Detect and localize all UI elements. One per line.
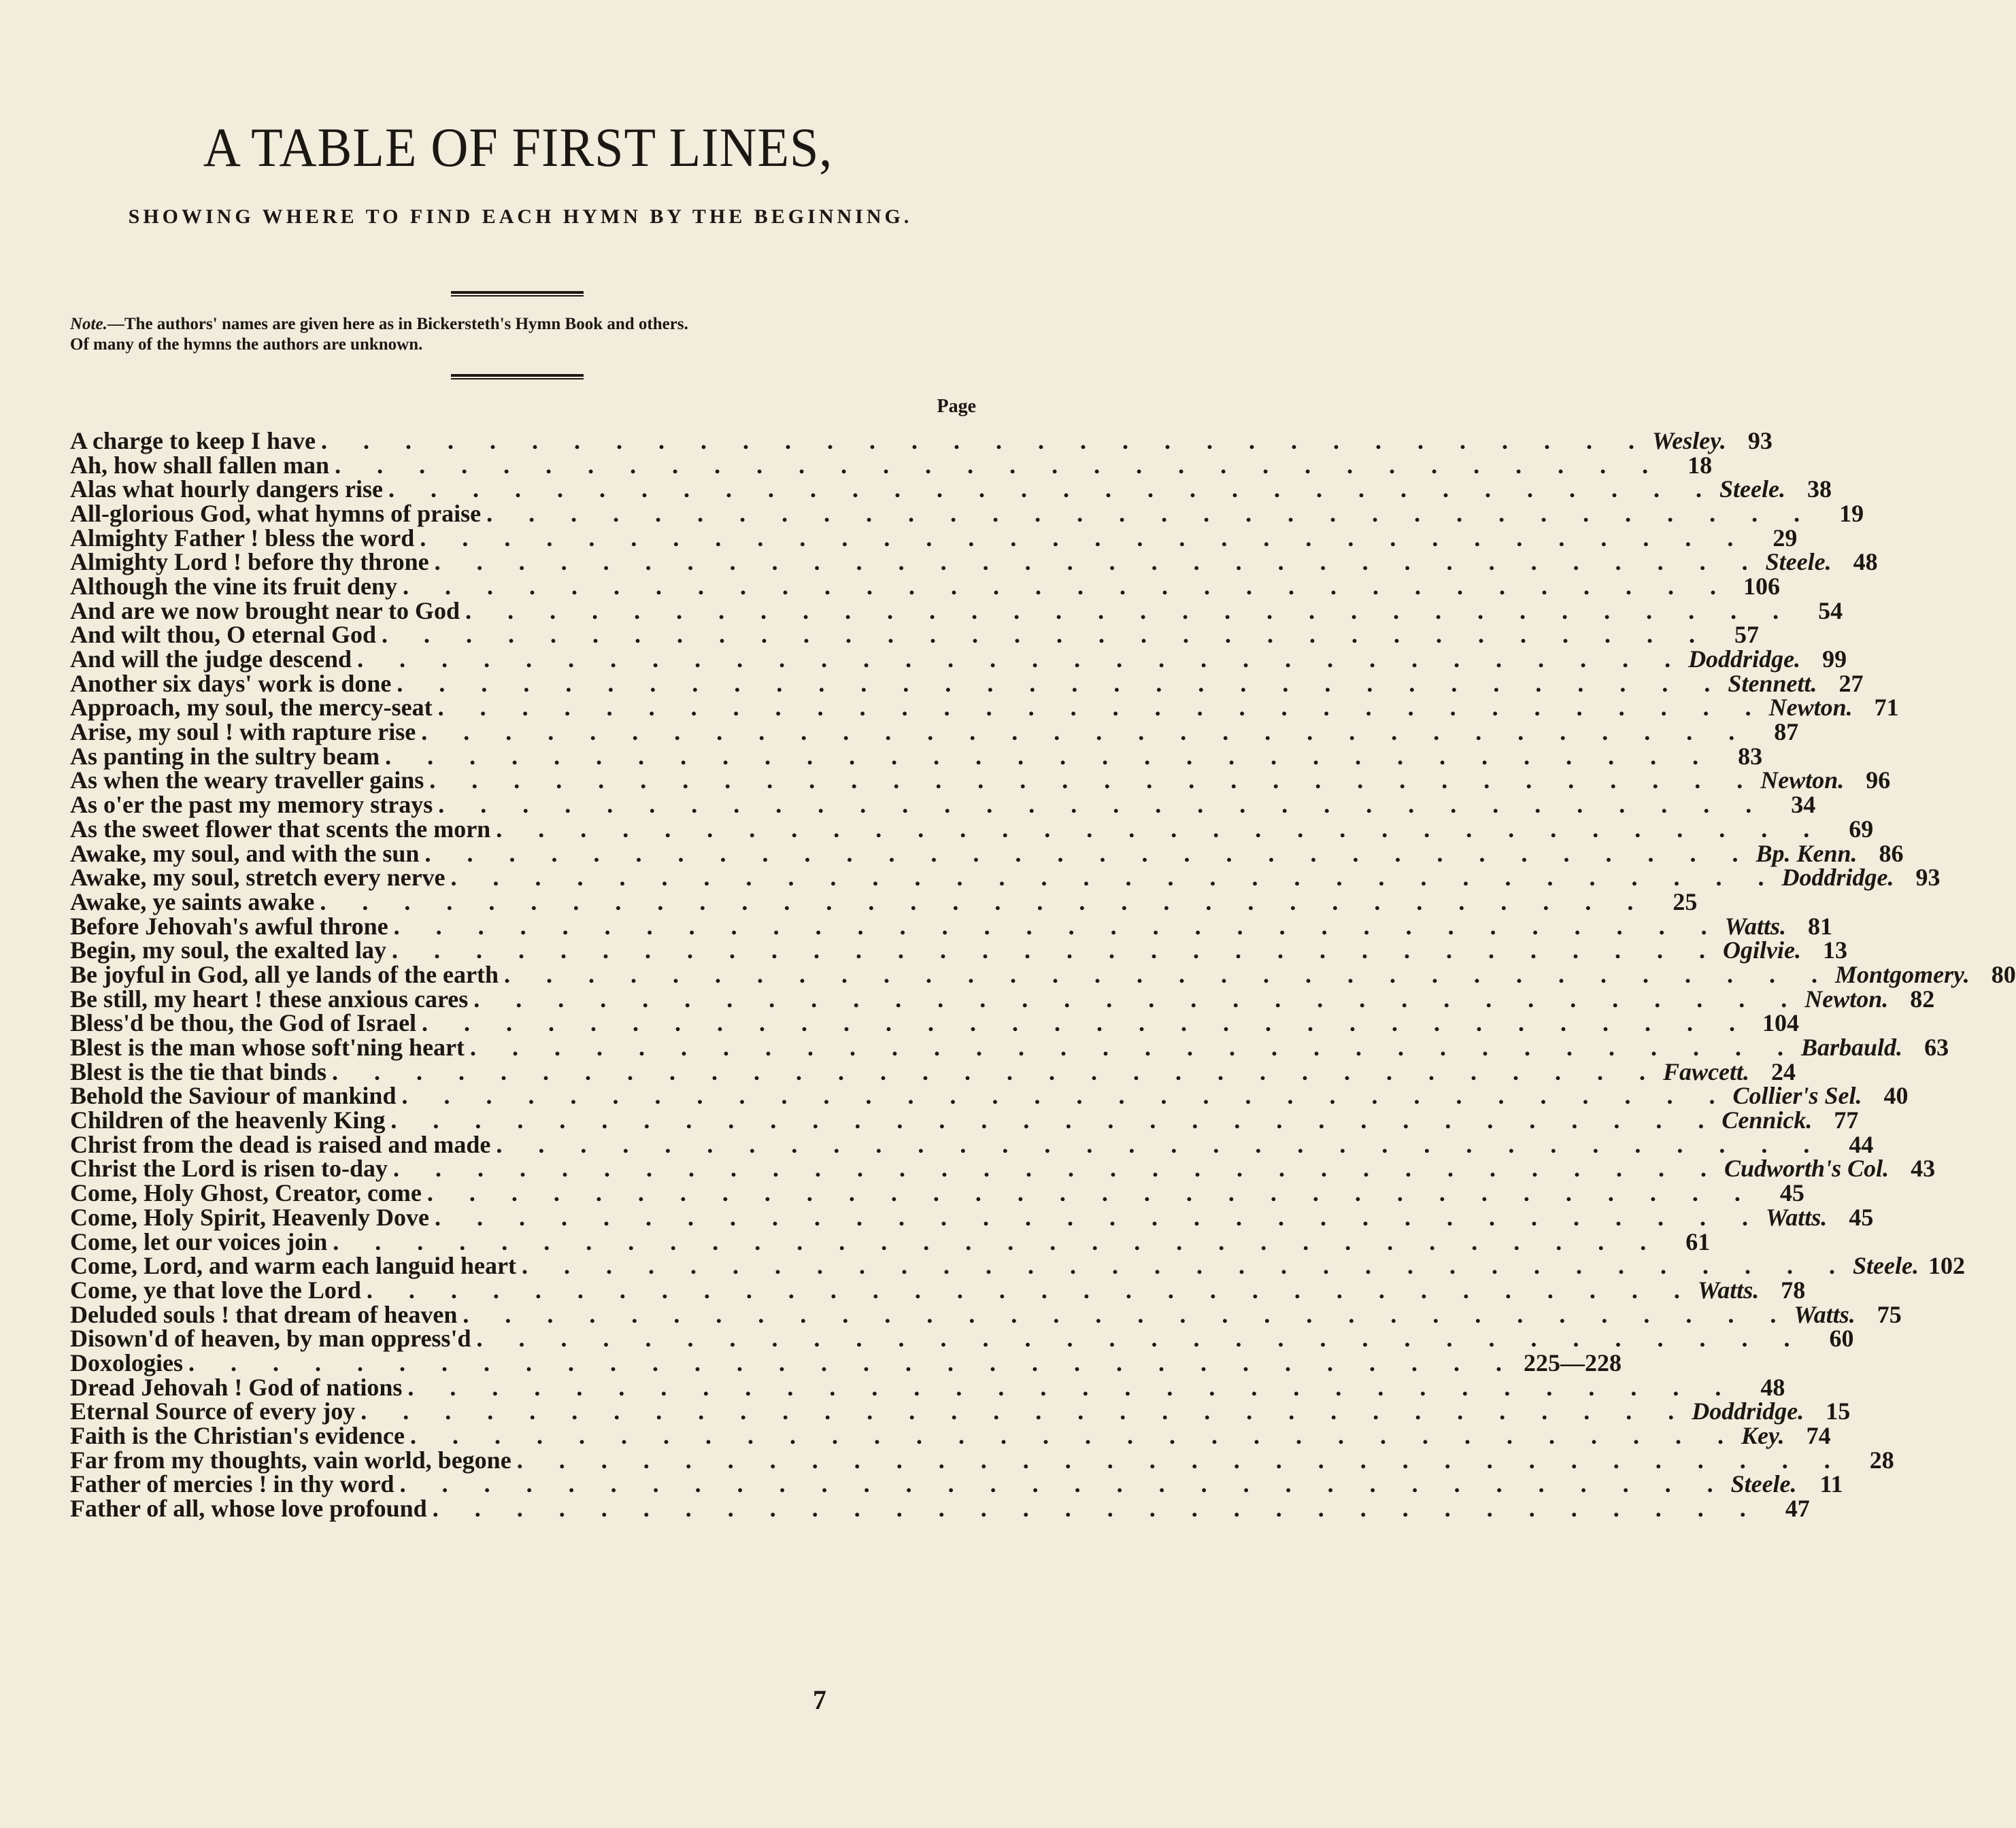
- hymn-page-number: 44: [1849, 1130, 1874, 1158]
- dot-leader: . . . . . . . . . . . . . . . . . . . . . . . . . . . . . . . .: [188, 1349, 1517, 1376]
- hymn-first-line: As when the weary traveller gains: [70, 766, 424, 794]
- hymn-first-line: All-glorious God, what hymns of praise: [70, 499, 482, 527]
- hymn-page-number: 74: [1806, 1422, 1831, 1450]
- hymn-first-line: Almighty Lord ! before thy throne: [70, 548, 429, 576]
- dot-leader: . . . . . . . . . . . . . . . . . . . . . . . . . . . . . . . .: [407, 1373, 1736, 1401]
- dot-leader: . . . . . . . . . . . . . . . . . . . . . . . . . . . . . . . .: [401, 1082, 1730, 1110]
- dot-leader: . . . . . . . . . . . . . . . . . . . . . . . . . . . . . . . .: [516, 1446, 1845, 1474]
- hymn-entry: [70, 451, 1713, 479]
- editorial-note: [70, 314, 981, 355]
- hymn-page-number: 25: [1673, 887, 1698, 915]
- dot-leader: . . . . . . . . . . . . . . . . . . . . . . . . . . . . . . . .: [385, 742, 1714, 770]
- hymn-author: Watts.: [1765, 1203, 1828, 1231]
- hymn-page-number: 96: [1866, 766, 1891, 794]
- hymn-page-number: 104: [1762, 1009, 1800, 1037]
- hymn-author: Cennick.: [1721, 1106, 1813, 1134]
- hymn-first-line: Faith is the Christian's evidence: [70, 1422, 405, 1450]
- hymn-first-line: Ah, how shall fallen man: [70, 451, 330, 479]
- dot-leader: . . . . . . . . . . . . . . . . . . . . . . . . . . . . . . . .: [388, 475, 1717, 503]
- hymn-first-line: Be joyful in God, all ye lands of the earth: [70, 960, 499, 988]
- hymn-entry: [70, 1106, 1859, 1134]
- dot-leader: . . . . . . . . . . . . . . . . . . . . . . . . . . . . . . . .: [397, 669, 1726, 697]
- dot-leader: . . . . . . . . . . . . . . . . . . . . . . . . . . . . . . . .: [504, 960, 1833, 988]
- hymn-first-line: Eternal Source of every joy: [70, 1398, 356, 1425]
- hymn-author: Steele.: [1853, 1252, 1919, 1280]
- page-number: 7: [813, 1685, 826, 1715]
- hymn-entry: [70, 936, 1847, 964]
- hymn-author: Steele.: [1765, 548, 1832, 576]
- page-subtitle: SHOWING WHERE TO FIND EACH HYMN BY THE BEGINNING.: [128, 205, 913, 228]
- hymn-entry: [70, 669, 1864, 697]
- hymn-entry: [70, 1252, 1965, 1280]
- hymn-page-number: 43: [1911, 1155, 1936, 1183]
- hymn-entry: [70, 1057, 1796, 1085]
- hymn-first-line: And are we now brought near to God: [70, 596, 460, 624]
- dot-leader: . . . . . . . . . . . . . . . . . . . . . . . . . . . . . . . .: [424, 839, 1753, 867]
- hymn-first-line: Awake, my soul, stretch every nerve: [70, 864, 446, 892]
- hymn-author: Doddridge.: [1688, 645, 1801, 673]
- hymn-page-number: 83: [1738, 742, 1763, 770]
- hymn-first-line: Come, Holy Spirit, Heavenly Dove: [70, 1203, 429, 1231]
- dot-leader: . . . . . . . . . . . . . . . . . . . . . . . . . . . . . . . .: [434, 548, 1763, 576]
- hymn-page-number: 19: [1839, 499, 1864, 527]
- hymn-entry: [70, 1373, 1785, 1401]
- divider-rule-top: [451, 291, 584, 297]
- hymn-first-line: Begin, my soul, the exalted lay: [70, 936, 386, 964]
- hymn-first-line: Christ the Lord is risen to-day: [70, 1155, 388, 1183]
- dot-leader: . . . . . . . . . . . . . . . . . . . . . . . . . . . . . . . .: [360, 1398, 1690, 1425]
- hymn-page-number: 60: [1829, 1325, 1854, 1353]
- hymn-first-line: Children of the heavenly King: [70, 1106, 386, 1134]
- hymn-entry: [70, 645, 1847, 673]
- hymn-entry: [70, 1155, 1936, 1183]
- hymn-author: Newton.: [1804, 985, 1889, 1013]
- hymn-page-number: 40: [1883, 1082, 1909, 1110]
- hymn-author: Key.: [1741, 1422, 1785, 1450]
- hymn-author: Newton.: [1760, 766, 1845, 794]
- dot-leader: . . . . . . . . . . . . . . . . . . . . . . . . . . . . . . . .: [426, 1179, 1755, 1207]
- dot-leader: . . . . . . . . . . . . . . . . . . . . . . . . . . . . . . . .: [429, 766, 1758, 794]
- page-title: A TABLE OF FIRST LINES,: [203, 116, 833, 178]
- hymn-first-line: Bless'd be thou, the God of Israel: [70, 1009, 417, 1037]
- dot-leader: . . . . . . . . . . . . . . . . . . . . . . . . . . . . . . . .: [438, 791, 1767, 819]
- dot-leader: . . . . . . . . . . . . . . . . . . . . . . . . . . . . . . . .: [392, 936, 1720, 964]
- hymn-first-line: Doxologies: [70, 1349, 183, 1376]
- hymn-page-number: 11: [1819, 1470, 1843, 1498]
- hymn-entry: [70, 1325, 1854, 1353]
- hymn-first-line: As the sweet flower that scents the morn: [70, 815, 491, 843]
- hymn-author: Ogilvie.: [1723, 936, 1801, 964]
- hymn-page-number: 15: [1826, 1398, 1851, 1425]
- dot-leader: . . . . . . . . . . . . . . . . . . . . . . . . . . . . . . . .: [403, 572, 1732, 600]
- dot-leader: . . . . . . . . . . . . . . . . . . . . . . . . . . . . . . . .: [390, 1106, 1719, 1134]
- dot-leader: . . . . . . . . . . . . . . . . . . . . . . . . . . . . . . . .: [437, 694, 1766, 722]
- hymn-author: Barbauld.: [1801, 1034, 1903, 1062]
- hymn-page-number: 54: [1818, 596, 1843, 624]
- hymn-page-number: 57: [1734, 621, 1760, 649]
- dot-leader: . . . . . . . . . . . . . . . . . . . . . . . . . . . . . . . .: [320, 426, 1649, 454]
- dot-leader: . . . . . . . . . . . . . . . . . . . . . . . . . . . . . . . .: [496, 815, 1825, 843]
- hymn-entry: [70, 1276, 1806, 1304]
- hymn-page-number: 71: [1874, 694, 1899, 722]
- hymn-page-number: 102: [1928, 1252, 1965, 1280]
- hymn-page-number: 38: [1807, 475, 1832, 503]
- hymn-page-number: 27: [1838, 669, 1864, 697]
- dot-leader: . . . . . . . . . . . . . . . . . . . . . . . . . . . . . . . .: [332, 1057, 1661, 1085]
- note-line-1: —The authors' names are given here as in Bickersteth's Hymn Book and others.: [107, 315, 688, 333]
- hymn-first-line: Father of mercies ! in thy word: [70, 1470, 394, 1498]
- hymn-author: Bp. Kenn.: [1755, 839, 1858, 867]
- hymn-entry: [70, 887, 1698, 915]
- hymn-entry: [70, 548, 1878, 576]
- hymn-page-number: 77: [1834, 1106, 1859, 1134]
- hymn-page-number: 82: [1910, 985, 1935, 1013]
- hymn-author: Watts.: [1794, 1300, 1855, 1328]
- hymn-page-number: 106: [1743, 572, 1781, 600]
- hymn-entry: [70, 1349, 1622, 1376]
- hymn-page-number: 48: [1760, 1373, 1785, 1401]
- dot-leader: . . . . . . . . . . . . . . . . . . . . . . . . . . . . . . . .: [486, 499, 1815, 527]
- dot-leader: . . . . . . . . . . . . . . . . . . . . . . . . . . . . . . . .: [463, 1300, 1792, 1328]
- dot-leader: . . . . . . . . . . . . . . . . . . . . . . . . . . . . . . . .: [422, 1009, 1751, 1037]
- hymn-entry: [70, 839, 1904, 867]
- hymn-entry: [70, 864, 1941, 892]
- hymn-page-number: 45: [1849, 1203, 1874, 1231]
- hymn-first-line: Christ from the dead is raised and made: [70, 1130, 491, 1158]
- hymn-author: Collier's Sel.: [1732, 1082, 1862, 1110]
- hymn-page-number: 75: [1877, 1300, 1902, 1328]
- first-lines-list: [70, 426, 2016, 1523]
- hymn-first-line: As o'er the past my memory strays: [70, 791, 433, 819]
- hymn-author: Watts.: [1724, 912, 1787, 940]
- dot-leader: . . . . . . . . . . . . . . . . . . . . . . . . . . . . . . . .: [450, 864, 1779, 892]
- hymn-page-number: 13: [1822, 936, 1847, 964]
- hymn-first-line: And will the judge descend: [70, 645, 352, 673]
- hymn-entry: [70, 1446, 1894, 1474]
- hymn-author: Stennett.: [1728, 669, 1817, 697]
- hymn-first-line: Behold the Saviour of mankind: [70, 1082, 397, 1110]
- hymn-entry: [70, 475, 1832, 503]
- hymn-page-number: 47: [1785, 1495, 1810, 1523]
- dot-leader: . . . . . . . . . . . . . . . . . . . . . . . . . . . . . . . .: [434, 1203, 1763, 1231]
- hymn-page-number: 86: [1879, 839, 1904, 867]
- dot-leader: . . . . . . . . . . . . . . . . . . . . . . . . . . . . . . . .: [333, 1228, 1662, 1255]
- hymn-author: Steele.: [1730, 1470, 1797, 1498]
- hymn-author: Newton.: [1768, 694, 1853, 722]
- hymn-entry: [70, 1300, 1902, 1328]
- hymn-entry: [70, 596, 1843, 624]
- hymn-author: Doddridge.: [1781, 864, 1894, 892]
- hymn-page-number: 81: [1808, 912, 1833, 940]
- hymn-first-line: Come, ye that love the Lord: [70, 1276, 361, 1304]
- dot-leader: . . . . . . . . . . . . . . . . . . . . . . . . . . . . . . . .: [496, 1130, 1825, 1158]
- hymn-entry: [70, 499, 1864, 527]
- hymn-first-line: And wilt thou, O eternal God: [70, 621, 377, 649]
- hymn-page-number: 48: [1853, 548, 1878, 576]
- dot-leader: . . . . . . . . . . . . . . . . . . . . . . . . . . . . . . . .: [335, 451, 1664, 479]
- hymn-page-number: 93: [1747, 426, 1773, 454]
- hymn-entry: [70, 1082, 1909, 1110]
- hymn-author: Montgomery.: [1835, 960, 1970, 988]
- hymn-author: Watts.: [1697, 1276, 1760, 1304]
- hymn-first-line: Come, let our voices join: [70, 1228, 328, 1255]
- hymn-page-number: 78: [1781, 1276, 1806, 1304]
- hymn-first-line: Almighty Father ! bless the word: [70, 524, 415, 552]
- hymn-page-number: 87: [1774, 718, 1799, 746]
- hymn-page-number: 80: [1991, 960, 2016, 988]
- dot-leader: . . . . . . . . . . . . . . . . . . . . . . . . . . . . . . . .: [420, 524, 1749, 552]
- dot-leader: . . . . . . . . . . . . . . . . . . . . . . . . . . . . . . . .: [410, 1422, 1738, 1450]
- hymn-entry: [70, 1009, 1800, 1037]
- hymn-entry: [70, 1470, 1843, 1498]
- dot-leader: . . . . . . . . . . . . . . . . . . . . . . . . . . . . . . . .: [473, 985, 1802, 1013]
- hymn-author: Wesley.: [1651, 426, 1726, 454]
- hymn-page-number: 29: [1773, 524, 1798, 552]
- hymn-first-line: Come, Lord, and warm each languid heart: [70, 1252, 516, 1280]
- dot-leader: . . . . . . . . . . . . . . . . . . . . . . . . . . . . . . . .: [476, 1325, 1805, 1353]
- hymn-first-line: Blest is the man whose soft'ning heart: [70, 1034, 465, 1062]
- hymn-entry: [70, 912, 1833, 940]
- hymn-first-line: Alas what hourly dangers rise: [70, 475, 384, 503]
- dot-leader: . . . . . . . . . . . . . . . . . . . . . . . . . . . . . . . .: [399, 1470, 1728, 1498]
- hymn-first-line: Another six days' work is done: [70, 669, 392, 697]
- dot-leader: . . . . . . . . . . . . . . . . . . . . . . . . . . . . . . . .: [432, 1495, 1761, 1523]
- hymn-first-line: Awake, my soul, and with the sun: [70, 839, 420, 867]
- hymn-entry: [70, 742, 1763, 770]
- dot-leader: . . . . . . . . . . . . . . . . . . . . . . . . . . . . . . . .: [366, 1276, 1695, 1304]
- dot-leader: . . . . . . . . . . . . . . . . . . . . . . . . . . . . . . . .: [357, 645, 1686, 673]
- hymn-page-number: 61: [1685, 1228, 1711, 1255]
- hymn-entry: [70, 1398, 1851, 1425]
- hymn-first-line: Come, Holy Ghost, Creator, come: [70, 1179, 422, 1207]
- dot-leader: . . . . . . . . . . . . . . . . . . . . . . . . . . . . . . . .: [320, 887, 1649, 915]
- hymn-first-line: Awake, ye saints awake: [70, 887, 315, 915]
- hymn-entry: [70, 524, 1798, 552]
- hymn-page-number: 45: [1779, 1179, 1804, 1207]
- hymn-author: Steele.: [1719, 475, 1785, 503]
- hymn-first-line: As panting in the sultry beam: [70, 742, 380, 770]
- hymn-page-number: 69: [1849, 815, 1874, 843]
- divider-rule-bottom: [451, 374, 584, 379]
- hymn-entry: [70, 1130, 1874, 1158]
- hymn-page-number: 99: [1822, 645, 1847, 673]
- hymn-author: Fawcett.: [1663, 1057, 1750, 1085]
- page-column-label: Page: [937, 396, 976, 417]
- dot-leader: . . . . . . . . . . . . . . . . . . . . . . . . . . . . . . . .: [393, 912, 1722, 940]
- note-label: Note.: [70, 315, 107, 333]
- hymn-page-number: 93: [1915, 864, 1941, 892]
- hymn-entry: [70, 1179, 1804, 1207]
- hymn-first-line: Father of all, whose love profound: [70, 1495, 427, 1523]
- hymn-author: Doddridge.: [1692, 1398, 1804, 1425]
- hymn-page-number: 63: [1924, 1034, 1949, 1062]
- hymn-entry: [70, 791, 1816, 819]
- dot-leader: . . . . . . . . . . . . . . . . . . . . . . . . . . . . . . . .: [382, 621, 1711, 649]
- hymn-first-line: Disown'd of heaven, by man oppress'd: [70, 1325, 471, 1353]
- hymn-entry: [70, 1495, 1810, 1523]
- hymn-page-number: 34: [1791, 791, 1816, 819]
- hymn-page-number: 28: [1869, 1446, 1894, 1474]
- dot-leader: . . . . . . . . . . . . . . . . . . . . . . . . . . . . . . . .: [465, 596, 1794, 624]
- dot-leader: . . . . . . . . . . . . . . . . . . . . . . . . . . . . . . . .: [470, 1034, 1799, 1062]
- dot-leader: . . . . . . . . . . . . . . . . . . . . . . . . . . . . . . . .: [393, 1155, 1721, 1183]
- hymn-first-line: Dread Jehovah ! God of nations: [70, 1373, 403, 1401]
- hymn-first-line: Deluded souls ! that dream of heaven: [70, 1300, 458, 1328]
- hymn-entry: [70, 572, 1781, 600]
- hymn-entry: [70, 1203, 1874, 1231]
- hymn-entry: [70, 1422, 1831, 1450]
- hymn-first-line: Although the vine its fruit deny: [70, 572, 398, 600]
- hymn-entry: [70, 426, 1773, 454]
- hymn-author: Cudworth's Col.: [1724, 1155, 1889, 1183]
- hymn-entry: [70, 694, 1899, 722]
- hymn-first-line: Far from my thoughts, vain world, begone: [70, 1446, 511, 1474]
- hymn-first-line: Be still, my heart ! these anxious cares: [70, 985, 469, 1013]
- hymn-entry: [70, 1034, 1949, 1062]
- hymn-first-line: Blest is the tie that binds: [70, 1057, 327, 1085]
- hymn-page-number: 225—228: [1524, 1349, 1622, 1376]
- hymn-page-number: 18: [1687, 451, 1713, 479]
- hymn-entry: [70, 985, 1935, 1013]
- hymn-entry: [70, 815, 1874, 843]
- hymn-first-line: A charge to keep I have: [70, 426, 316, 454]
- hymn-entry: [70, 1228, 1711, 1255]
- hymn-page-number: 24: [1771, 1057, 1796, 1085]
- hymn-entry: [70, 766, 1891, 794]
- hymn-entry: [70, 718, 1799, 746]
- dot-leader: . . . . . . . . . . . . . . . . . . . . . . . . . . . . . . . .: [421, 718, 1750, 746]
- hymn-first-line: Approach, my soul, the mercy-seat: [70, 694, 433, 722]
- hymn-first-line: Before Jehovah's awful throne: [70, 912, 388, 940]
- dot-leader: . . . . . . . . . . . . . . . . . . . . . . . . . . . . . . . .: [522, 1252, 1850, 1280]
- hymn-entry: [70, 621, 1760, 649]
- hymn-first-line: Arise, my soul ! with rapture rise: [70, 718, 416, 746]
- hymn-entry: [70, 960, 2016, 988]
- note-line-2: Of many of the hymns the authors are unknown.: [70, 335, 423, 354]
